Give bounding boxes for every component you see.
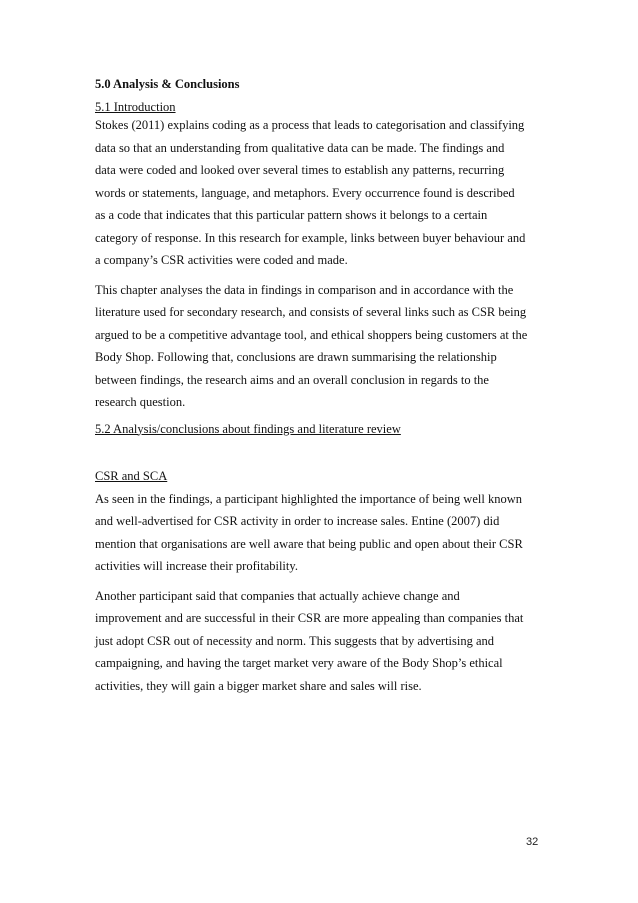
chapter-heading: 5.0 Analysis & Conclusions [95,77,240,91]
intro-paragraph-1 [95,114,550,272]
text-line: Stokes (2011) explains coding as a process that leads to categorisation and classifying [95,118,525,132]
text-line: activities, they will gain a bigger market share and sales will rise. [95,678,422,693]
text-line: campaigning, and having the target market very aware of the Body Shop’s ethical [95,656,503,670]
page-number: 32 [526,836,539,848]
text-line: Body Shop. Following that, conclusions are drawn summarising the relationship [95,350,497,364]
text-line: just adopt CSR out of necessity and norm. This suggests that by advertising and [95,633,495,648]
section-5-2-title: 5.2 Analysis/conclusions about findings and literature review [95,421,401,436]
text-line: category of response. In this research for example, links between buyer behaviour and [95,230,526,245]
text-line: improvement and are successful in their CSR are more appealing than companies that [95,611,524,625]
text-line: a company’s CSR activities were coded and made. [95,253,348,267]
text-line: As seen in the findings, a participant highlighted the importance of being well known [95,491,522,506]
text-line: research question. [95,395,186,409]
csr-paragraph-1 [95,488,550,578]
intro-paragraph-2 [95,279,550,414]
text-line: as a code that indicates that this particular pattern shows it belongs to a certain [95,208,488,222]
csr-sca-title: CSR and SCA [95,468,168,483]
text-line: This chapter analyses the data in findings in comparison and in accordance with the [95,282,514,297]
text-line: mention that organisations are well aware that being public and open about their CSR [95,536,523,551]
text-line: Another participant said that companies that actually achieve change and [95,588,460,603]
section-5-1-title: 5.1 Introduction [95,100,176,114]
spacer [95,440,550,462]
text-line: activities will increase their profitability. [95,559,298,573]
text-line: data so that an understanding from qualitative data can be made. The findings and [95,140,505,155]
document-page [95,76,550,704]
text-line: between findings, the research aims and an overall conclusion in regards to the [95,372,489,387]
csr-paragraph-2 [95,585,550,698]
text-line: words or statements, language, and metaphors. Every occurrence found is described [95,185,515,200]
text-line: literature used for secondary research, and consists of several links such as CSR being [95,305,527,319]
text-line: data were coded and looked over several times to establish any patterns, recurring [95,163,505,177]
text-line: and well-advertised for CSR activity in order to increase sales. Entine (2007) did [95,514,500,528]
text-line: argued to be a competitive advantage tool, and ethical shoppers being customers at the [95,327,528,342]
